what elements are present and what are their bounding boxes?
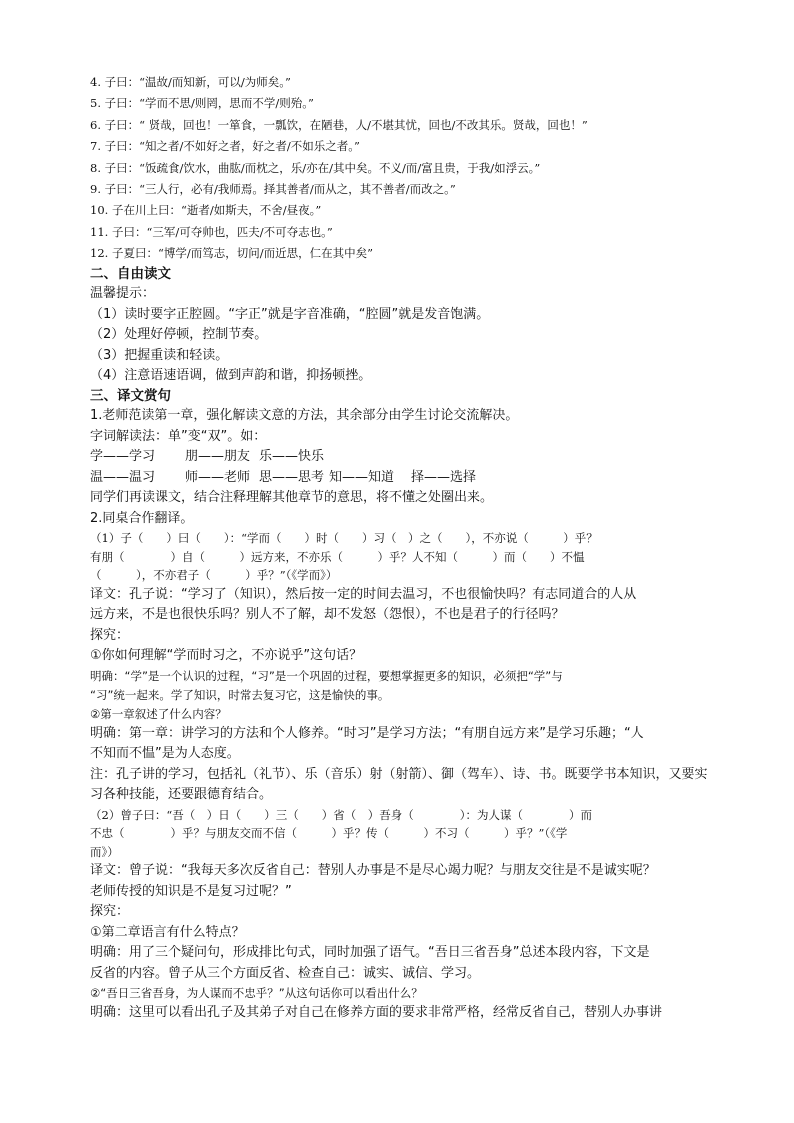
quote-line: 4. 子曰：“温故/而知新，可以/为师矣。”: [90, 75, 291, 89]
quote-list: [90, 72, 712, 265]
translation-line: 老师传授的知识是不是复习过呢？”: [90, 883, 292, 899]
question: ①你如何理解“学而时习之，不亦说乎”这句话？: [90, 648, 363, 664]
word-pair: 温——温习: [90, 469, 156, 485]
word-pair: 知——知道: [329, 469, 395, 485]
tip-item: （1）读时要字正腔圆。“字正”就是字音准确，“腔圆”就是发音饱满。: [90, 306, 490, 322]
method-line: 字词解读法：单”变“双”。如：: [90, 428, 267, 444]
note-line: 习各种技能，还要跟德育结合。: [90, 787, 273, 803]
note-line: 注：孔子讲的学习，包括礼（礼节）、乐（音乐）射（射箭）、御（驾车）、诗、书。既要学书本知识，又要实: [90, 766, 708, 782]
section-heading-translation: 三、译文赏句: [90, 387, 171, 404]
section-heading-free-reading: 二、自由读文: [90, 265, 171, 282]
question: ②“吾日三省吾身，为人谋而不忠乎？”从这句话你可以看出什么？: [90, 986, 423, 1001]
answer-line: 明确：用了三个疑问句，形成排比句式，同时加强了语气。“吾日三省吾身”总述本段内容，下文是: [90, 945, 650, 961]
word-pair: 师——老师: [185, 469, 251, 485]
paragraph: 同学们再读课文，结合注释理解其他章节的意思，将不懂之处圈出来。: [90, 490, 494, 506]
paragraph: 1.老师范读第一章，强化解读文意的方法，其余部分由学生讨论交流解决。: [90, 408, 519, 424]
fill-blank-line: （2）曾子曰：“吾（ ）日（ ）三（ ）省（ ）吾身（ ）：为人谋（ ）而: [90, 807, 592, 822]
fill-blank-line: （1）子（ ）曰（ ）：“学而（ ）时（ ）习（ ）之（ ），不亦说（ ）乎？: [90, 531, 598, 546]
quote-line: 10. 子在川上曰：“逝者/如斯夫，不舍/昼夜。”: [90, 203, 322, 218]
translation-line: 远方来，不是也很快乐吗？别人不了解，却不发怒（怨恨），不也是君子的行径吗？: [90, 607, 565, 623]
tip-label: 温馨提示：: [90, 286, 156, 302]
answer-line: 反省的内容。曾子从三个方面反省、检查自己：诚实、诚信、学习。: [90, 965, 481, 981]
tip-item: （3）把握重读和轻读。: [90, 347, 229, 363]
quote-line: 6. 子曰：“ 贤哉，回也！一箪食，一瓢饮，在陋巷，人/不堪其忧，回也/不改其乐。贤哉，回也！”: [90, 117, 588, 132]
tip-item: （2）处理好停顿，控制节奏。: [90, 327, 268, 343]
fill-blank-line: （ ），不亦君子（ ）乎？”（《学而》）: [90, 568, 338, 583]
word-pair: 学——学习: [90, 449, 156, 465]
answer-line: 明确：“学”是一个认识的过程，“习”是一个巩固的过程，要想掌握更多的知识，必须把“学”与: [90, 668, 563, 683]
translation-line: 译文：孔子说：“学习了（知识），然后按一定的时间去温习，不也很愉快吗？有志同道合的人从: [90, 586, 637, 602]
word-pair: 思——思考: [259, 469, 325, 485]
question: ①第二章语言有什么特点？: [90, 924, 245, 940]
word-pair: 朋——朋友: [185, 449, 251, 465]
explore-label: 探究：: [90, 627, 130, 643]
quote-line: 9. 子曰：“三人行，必有/我师焉。择其善者/而从之，其不善者/而改之。”: [90, 182, 456, 197]
paragraph: 2.同桌合作翻译。: [90, 510, 194, 526]
fill-blank-line: 有朋（ ）自（ ）远方来，不亦乐（ ）乎？人不知（ ）而（ ）不愠: [90, 549, 585, 564]
answer-line: 不知而不愠”是为人态度。: [90, 746, 240, 762]
word-pair: 乐——快乐: [259, 449, 325, 465]
fill-blank-line: 不忠（ ）乎？与朋友交而不信（ ）乎？传（ ）不习（ ）乎？”（《学: [90, 826, 568, 841]
quote-line: 12. 子夏曰：“博学/而笃志，切问/而近思，仁在其中矣”: [90, 246, 373, 261]
quote-line: 11. 子曰：“三军/可夺帅也，匹夫/不可夺志也。”: [90, 224, 333, 239]
answer-line: “习”统一起来。学了知识，时常去复习它，这是愉快的事。: [90, 687, 390, 702]
word-pairs-row: [90, 468, 712, 489]
document-page: [90, 72, 712, 1024]
word-pairs-row: [90, 447, 712, 468]
word-pair: 择——选择: [411, 469, 477, 485]
tip-item: （4）注意语速语调，做到声韵和谐，抑扬顿挫。: [90, 368, 372, 384]
quote-line: 7. 子曰：“知之者/不如好之者，好之者/不如乐之者。”: [90, 139, 360, 154]
fill-blank-line: 而》）: [90, 844, 119, 859]
translation-line: 译文：曾子说：“我每天多次反省自己：替别人办事是不是尽心竭力呢？与朋友交往是不是诚实呢？: [90, 863, 656, 879]
answer-line: 明确：这里可以看出孔子及其弟子对自己在修养方面的要求非常严格，经常反省自己，替别人办事讲: [90, 1005, 663, 1021]
explore-label: 探究：: [90, 904, 130, 920]
quote-line: 5. 子曰：“学而不思/则罔，思而不学/则殆。”: [90, 96, 314, 111]
question: ②第一章叙述了什么内容？: [90, 706, 227, 721]
answer-line: 明确：第一章：讲学习的方法和个人修养。“时习”是学习方法；“有朋自远方来”是学习乐趣；“人: [90, 725, 644, 741]
quote-line: 8. 子曰：“饭疏食/饮水，曲肱/而枕之，乐/亦在/其中矣。不义/而/富且贵，于我/如浮云。”: [90, 160, 541, 175]
